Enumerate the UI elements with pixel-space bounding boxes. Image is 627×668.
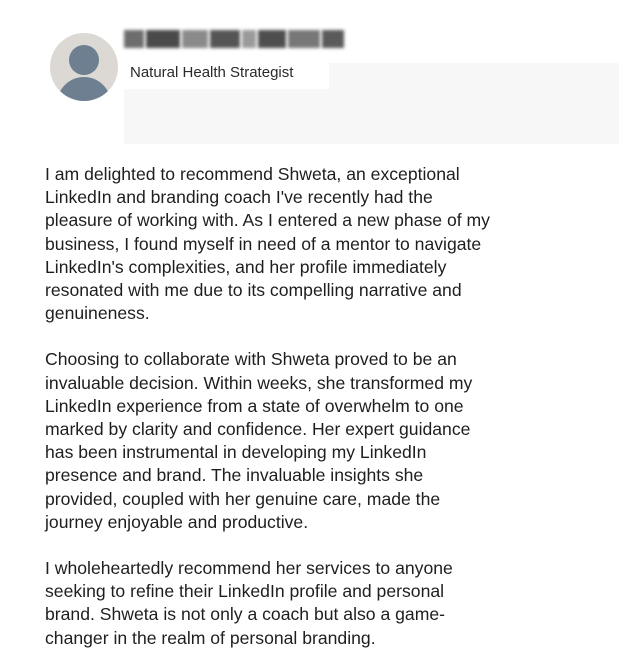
recommendation-paragraph-3: I wholeheartedly recommend her services to anyone seeking to refine their LinkedIn profile and personal brand. Shweta is not only a coach but also a game- changer in the realm of personal branding. [45,558,453,648]
author-headline: Natural Health Strategist [130,64,294,81]
recommendation-text [45,163,605,668]
author-avatar[interactable] [50,33,118,101]
person-silhouette-shoulders [57,77,111,101]
recommendation-paragraph-1: I am delighted to recommend Shweta, an exceptional LinkedIn and branding coach I've recently had the pleasure of working with. As I entered a new phase of my business, I found myself in need of a mentor to navigate LinkedIn's complexities, and her profile immediately resonated with me due to its compelling narrative and genuineness. [45,164,490,324]
recommendation-paragraph-2: Choosing to collaborate with Shweta proved to be an invaluable decision. Within weeks, she transformed my LinkedIn experience from a state of overwhelm to one marked by clarity and confidence. Her expert guidance has been instrumental in developing my LinkedIn presence and brand. The invaluable insights she provided, coupled with her genuine care, made the journey enjoyable and productive. [45,349,473,532]
person-silhouette-icon [69,45,99,75]
author-name-blurred[interactable] [124,30,346,54]
